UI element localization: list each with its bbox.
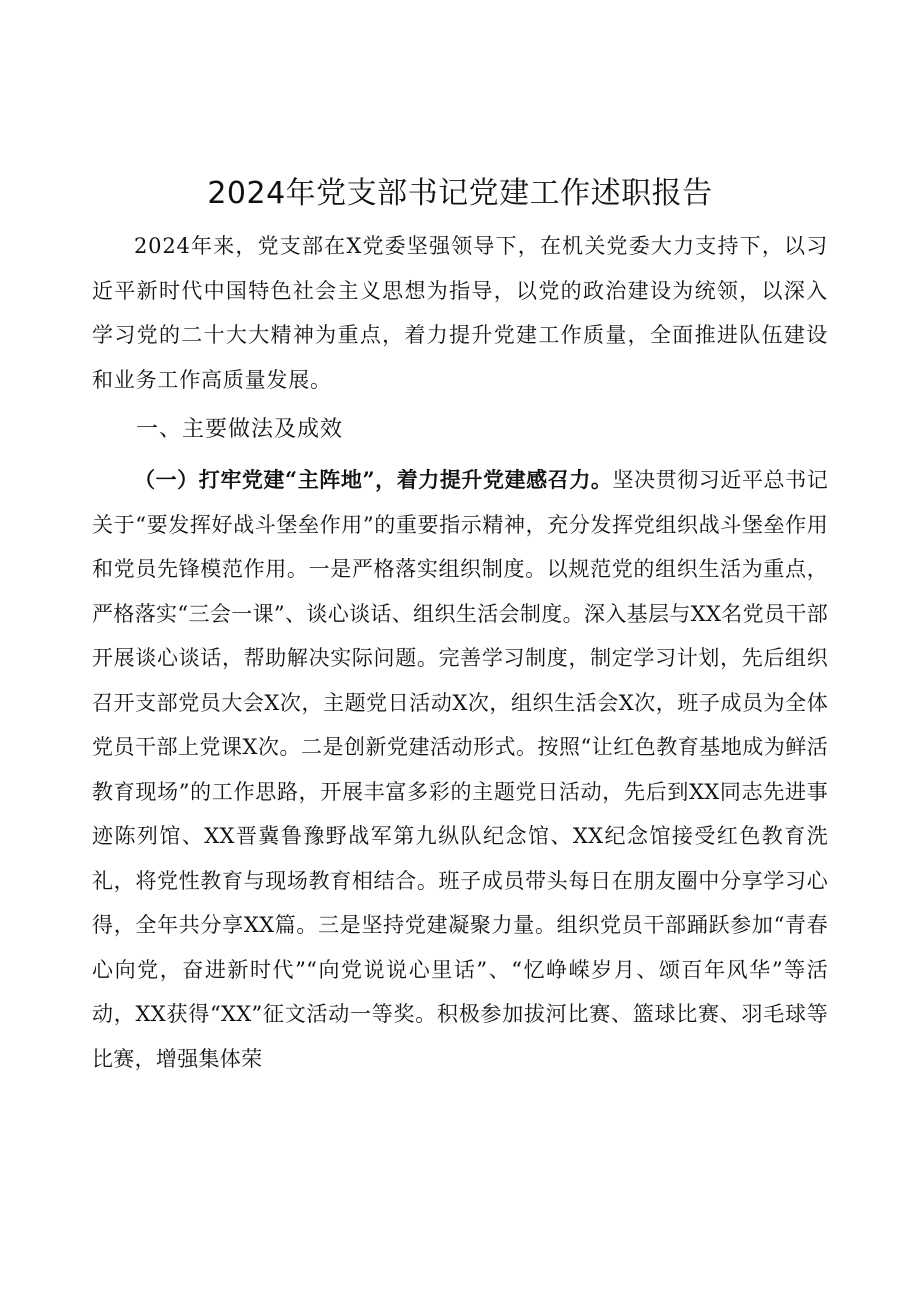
intro-paragraph: 2024年来，党支部在X党委坚强领导下，在机关党委大力支持下，以习近平新时代中国特色社会主义思想为指导，以党的政治建设为统领，以深入学习党的二十大大精神为重点，着力提升党建工作质量，全面推进队伍建设和业务工作高质量发展。 [92, 234, 828, 392]
document-title: 2024年党支部书记党建工作述职报告 [207, 176, 713, 211]
section-heading-1: 一、主要做法及成效 [136, 417, 344, 442]
section-1-paragraph-1 [92, 458, 828, 1081]
subsection-body-1: 坚决贯彻习近平总书记关于“要发挥好战斗堡垒作用”的重要指示精神，充分发挥党组织战斗堡垒作用和党员先锋模范作用。一是严格落实组织制度。以规范党的组织生活为重点，严格落实“三会一课”、谈心谈话、组织生活会制度。深入基层与XX名党员干部开展谈心谈话，帮助解决实际问题。完善学习制度，制定学习计划，先后组织召开支部党员大会X次，主题党日活动X次，组织生活会X次，班子成员为全体党员干部上党课X次。二是创新党建活动形式。按照“让红色教育基地成为鲜活教育现场”的工作思路，开展丰富多彩的主题党日活动，先后到XX同志先进事迹陈列馆、XX晋冀鲁豫野战军第九纵队纪念馆、XX纪念馆接受红色教育洗礼，将党性教育与现场教育相结合。班子成员带头每日在朋友圈中分享学习心得，全年共分享XX篇。三是坚持党建凝聚力量。组织党员干部踊跃参加“青春心向党，奋进新时代”“向党说说心里话”、“忆峥嵘岁月、颂百年风华”等活动，XX获得“XX”征文活动一等奖。积极参加拔河比赛、篮球比赛、羽毛球等比赛，增强集体荣 [92, 468, 828, 1071]
subsection-heading-1: （一）打牢党建“主阵地”，着力提升党建感召力。 [134, 467, 613, 492]
